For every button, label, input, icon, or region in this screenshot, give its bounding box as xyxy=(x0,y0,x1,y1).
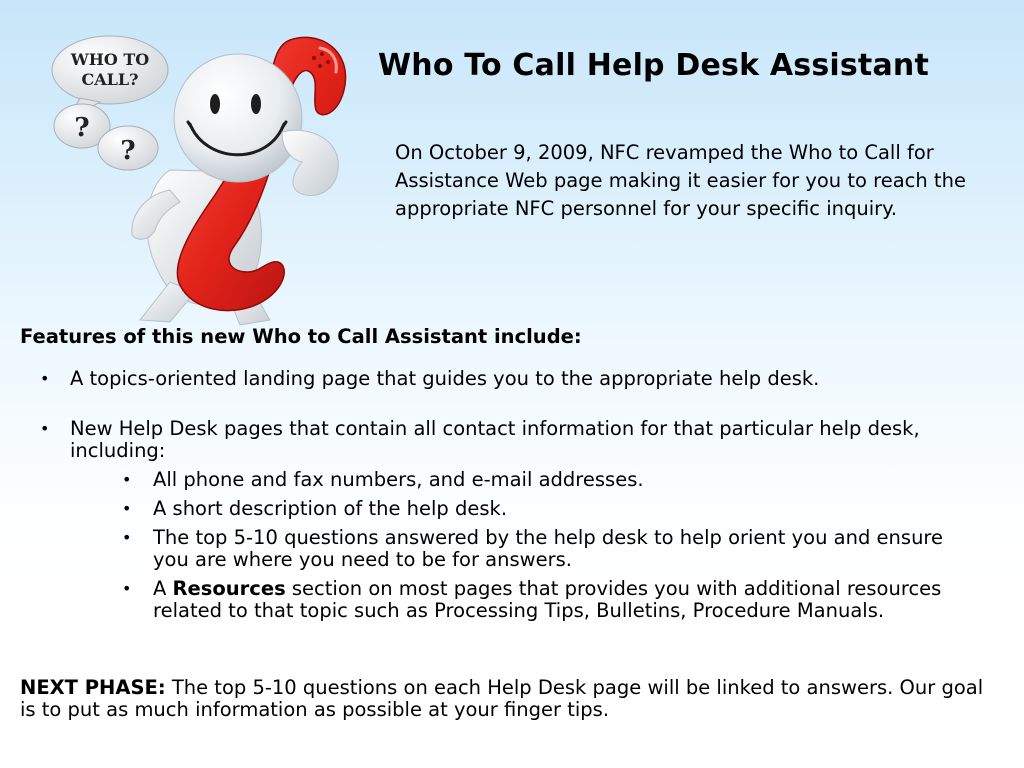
page-title: Who To Call Help Desk Assistant xyxy=(378,48,930,83)
speech-bubble-question-2 xyxy=(98,126,158,170)
next-phase-text: The top 5-10 questions on each Help Desk page will be linked to answers. Our goal is to put as much information as possible at your finger tips. xyxy=(20,676,984,721)
subfeatures-list xyxy=(70,469,1000,622)
smiley-face-icon xyxy=(174,54,302,182)
features-list xyxy=(0,368,1000,629)
subfeature-text xyxy=(153,578,963,622)
subfeature-prefix: A xyxy=(153,577,173,600)
bullet-icon: • xyxy=(122,579,132,598)
next-phase-label: NEXT PHASE: xyxy=(20,676,166,699)
bullet-icon: • xyxy=(40,419,50,438)
who-to-call-illustration xyxy=(20,20,370,330)
list-item xyxy=(0,418,1000,622)
subfeature-text: The top 5-10 questions answered by the help desk to help orient you and ensure you are where you need to be for answers. xyxy=(153,526,944,571)
list-item xyxy=(70,469,1000,491)
list-item xyxy=(70,527,1000,571)
intro-paragraph: On October 9, 2009, NFC revamped the Who to Call for Assistance Web page making it easier for you to reach the appropriate NFC personnel for your specific inquiry. xyxy=(395,141,966,220)
feature-text: A topics-oriented landing page that guides you to the appropriate help desk. xyxy=(70,367,820,390)
list-item xyxy=(0,368,1000,390)
bubble-text-line2: CALL? xyxy=(81,70,139,89)
bubble-text-line1: WHO TO xyxy=(70,50,150,69)
question-mark-icon: ? xyxy=(120,136,136,166)
feature-text: New Help Desk pages that contain all contact information for that particular help desk, including: xyxy=(70,417,920,462)
list-item xyxy=(70,578,1000,622)
subfeature-text: A short description of the help desk. xyxy=(153,497,508,520)
next-phase-paragraph xyxy=(20,677,1000,721)
bullet-icon: • xyxy=(122,499,132,518)
question-mark-icon: ? xyxy=(74,113,90,143)
list-item xyxy=(70,498,1000,520)
bullet-icon: • xyxy=(122,470,132,489)
bullet-icon: • xyxy=(122,528,132,547)
figure-arm xyxy=(282,130,338,195)
resources-label: Resources xyxy=(172,577,286,600)
subfeature-rest: section on most pages that provides you with additional resources related to that topic such as Processing Tips, Bulletins, Procedure Manuals. xyxy=(153,577,942,622)
bullet-icon: • xyxy=(40,369,50,388)
features-heading: Features of this new Who to Call Assistant include: xyxy=(20,325,582,348)
subfeature-text: All phone and fax numbers, and e-mail addresses. xyxy=(153,468,644,491)
